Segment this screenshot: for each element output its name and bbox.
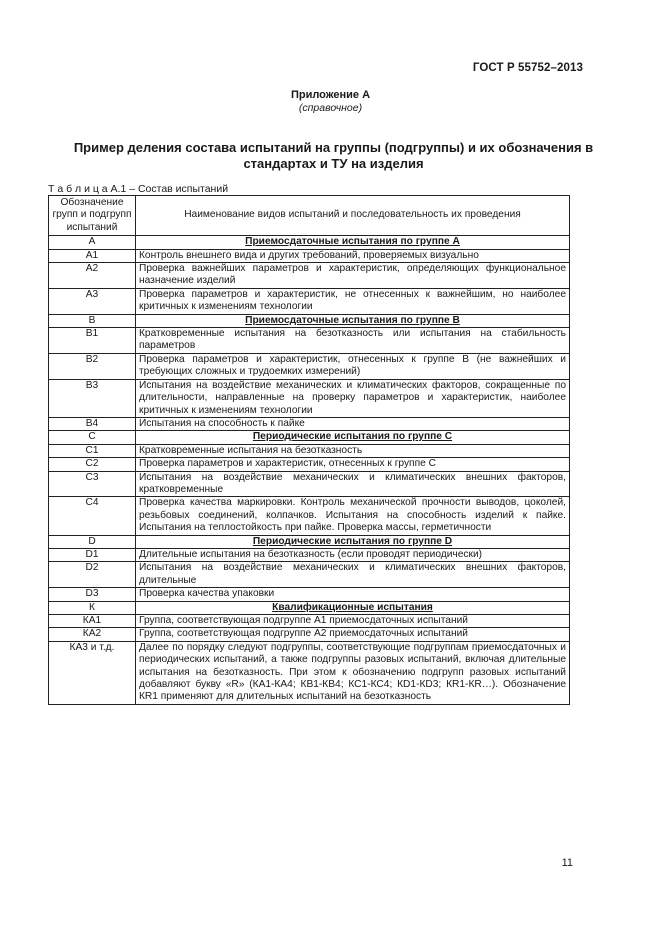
row-description-cell: Испытания на воздействие механических и климатических факторов, сокращенные по длительности, направленные на проверку параметров и характеристик, наиболее критичных к изменениям технологии — [136, 379, 570, 417]
row-description-cell: Проверка параметров и характеристик, отнесенных к группе С — [136, 458, 570, 471]
row-description-cell: Длительные испытания на безотказность (если проводят периодически) — [136, 548, 570, 561]
row-code-cell: С2 — [49, 458, 136, 471]
row-description-cell: Проверка качества упаковки — [136, 588, 570, 601]
appendix-subtitle: (справочное) — [298, 102, 363, 114]
group-row — [49, 535, 570, 548]
row-code-cell: С1 — [49, 444, 136, 457]
table-row — [49, 562, 570, 588]
row-code-cell: В2 — [49, 353, 136, 379]
row-description-cell: Проверка качества маркировки. Контроль механической прочности выводов, цоколей, резьбовых соединений, колпачков. Испытания на способность изделий к пайке. Испытания на теплостойкость при пайке. Проверка массы, герметичности — [136, 497, 570, 535]
table-header-row — [49, 196, 570, 236]
table-row — [49, 497, 570, 535]
table-row — [49, 353, 570, 379]
row-code-cell: КА2 — [49, 628, 136, 641]
group-title-cell: Периодические испытания по группе D — [136, 535, 570, 548]
table-row — [49, 288, 570, 314]
header-cell-code: Обозначение групп и подгрупп испытаний — [49, 196, 136, 236]
tests-table — [48, 195, 570, 705]
group-title-cell: Квалификационные испытания — [136, 601, 570, 614]
row-description-cell: Контроль внешнего вида и других требований, проверяемых визуально — [136, 249, 570, 262]
row-code-cell: С4 — [49, 497, 136, 535]
row-code-cell: А1 — [49, 249, 136, 262]
group-row — [49, 601, 570, 614]
row-code-cell: А — [49, 236, 136, 249]
row-code-cell: В3 — [49, 379, 136, 417]
table-row — [49, 328, 570, 354]
row-code-cell: D2 — [49, 562, 136, 588]
row-code-cell: С — [49, 431, 136, 444]
row-code-cell: С3 — [49, 471, 136, 497]
table-row — [49, 548, 570, 561]
group-title-cell: Периодические испытания по группе С — [136, 431, 570, 444]
table-row — [49, 615, 570, 628]
row-description-cell: Проверка важнейших параметров и характеристик, определяющих функциональное назначение изделий — [136, 263, 570, 289]
row-code-cell: КА1 — [49, 615, 136, 628]
row-description-cell: Кратковременные испытания на безотказность или испытания на стабильность параметров — [136, 328, 570, 354]
row-description-cell: Проверка параметров и характеристик, отнесенных к группе В (не важнейших и требующих сложных и трудоемких измерений) — [136, 353, 570, 379]
appendix-title: Приложение А — [290, 89, 371, 101]
table-row — [49, 588, 570, 601]
header-cell-name: Наименование видов испытаний и последовательность их проведения — [136, 196, 570, 236]
row-description-cell: Кратковременные испытания на безотказность — [136, 444, 570, 457]
row-description-cell: Испытания на способность к пайке — [136, 417, 570, 430]
row-code-cell: D3 — [49, 588, 136, 601]
group-row — [49, 431, 570, 444]
group-row — [49, 236, 570, 249]
row-code-cell: D — [49, 535, 136, 548]
row-description-cell: Испытания на воздействие механических и климатических внешних факторов, кратковременные — [136, 471, 570, 497]
row-code-cell: В1 — [49, 328, 136, 354]
row-code-cell: В — [49, 314, 136, 327]
group-row — [49, 314, 570, 327]
row-code-cell: D1 — [49, 548, 136, 561]
row-code-cell: В4 — [49, 417, 136, 430]
table-row — [49, 417, 570, 430]
table-row — [49, 249, 570, 262]
row-code-cell: А2 — [49, 263, 136, 289]
row-description-cell: Проверка параметров и характеристик, не отнесенных к важнейшим, но наиболее критичных к изменениям технологии — [136, 288, 570, 314]
page-number: 11 — [561, 857, 573, 869]
group-title-cell: Приемосдаточные испытания по группе А — [136, 236, 570, 249]
row-description-cell: Группа, соответствующая подгруппе А2 приемосдаточных испытаний — [136, 628, 570, 641]
row-code-cell: К — [49, 601, 136, 614]
table-row — [49, 444, 570, 457]
group-title-cell: Приемосдаточные испытания по группе В — [136, 314, 570, 327]
row-description-cell: Испытания на воздействие механических и климатических внешних факторов, длительные — [136, 562, 570, 588]
main-title: Пример деления состава испытаний на группы (подгруппы) и их обозначения в стандартах и ТУ на изделия — [73, 140, 594, 171]
table-row — [49, 471, 570, 497]
document-code: ГОСТ Р 55752–2013 — [472, 62, 583, 74]
row-description-cell: Группа, соответствующая подгруппе А1 приемосдаточных испытаний — [136, 615, 570, 628]
row-code-cell: А3 — [49, 288, 136, 314]
row-code-cell: КА3 и т.д. — [49, 641, 136, 704]
table-row — [49, 263, 570, 289]
row-description-cell: Далее по порядку следуют подгруппы, соответствующие подгруппам приемосдаточных и периодических испытаний, а также подгруппы разовых испытаний, включая длительные испытания на безотказность. При этом к обозначению подгрупп разовых испытаний добавляют букву «R» (КА1-КА4; КВ1-КВ4; КС1-КС4; КD1-КD3; КR1-КR…). Обозначение КR1 применяют для длительных испытаний на безотказность — [136, 641, 570, 704]
table-row — [49, 628, 570, 641]
table-row — [49, 641, 570, 704]
table-row — [49, 379, 570, 417]
table-row — [49, 458, 570, 471]
table-caption: Т а б л и ц а А.1 – Состав испытаний — [48, 183, 229, 195]
